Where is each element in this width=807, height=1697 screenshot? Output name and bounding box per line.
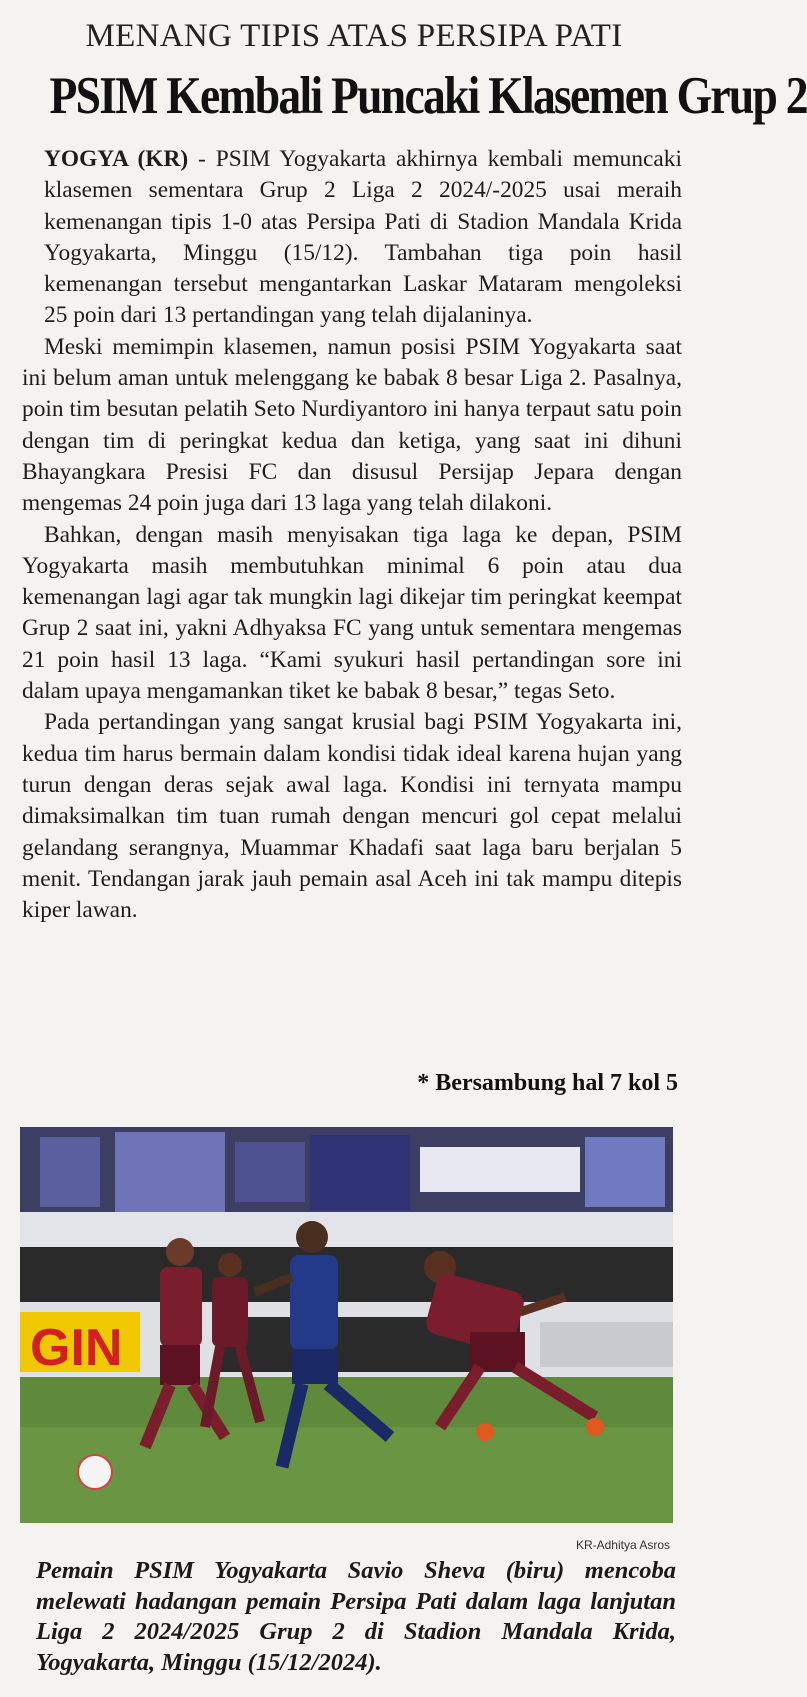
kicker: MENANG TIPIS ATAS PERSIPA PATI: [85, 18, 623, 54]
banner: [310, 1135, 410, 1210]
stand-rail: [20, 1212, 673, 1247]
pitch-stripe: [20, 1427, 673, 1523]
paragraph-3: Bahkan, dengan masih menyisakan tiga laga ke depan, PSIM Yogyakarta masih membutuhkan minimal 6 poin atau dua kemenangan lagi agar tak mungkin lagi dikejar tim peringkat keempat Grup 2 saat ini, yakni Adhyaksa FC yang untuk sementara mengemas 21 poin hasil 13 laga. “Kami syukuri hasil pertandingan sore ini dalam upaya mengamankan tiket ke babak 8 besar,” tegas Seto.: [22, 521, 682, 705]
article-body: [22, 144, 682, 926]
ad-board-grey: [540, 1322, 673, 1367]
match-photo-illustration: [20, 1127, 673, 1523]
paragraph-2: Meski memimpin klasemen, namun posisi PSIM Yogyakarta saat ini belum aman untuk melenggang ke babak 8 besar Liga 2. Pasalnya, poin tim besutan pelatih Seto Nurdiyantoro ini hanya terpaut satu poin dengan tim di peringkat kedua dan ketiga, yang saat ini dihuni Bhayangkara Presisi FC dan disusul Persijap Jepara dengan mengemas 24 poin juga dari 13 laga yang telah dilakoni.: [22, 333, 682, 517]
banner: [40, 1137, 100, 1207]
banner: [115, 1132, 225, 1212]
dateline: YOGYA (KR): [44, 146, 189, 172]
match-photo: [20, 1127, 673, 1523]
banner: [585, 1137, 665, 1207]
paragraph-4: Pada pertandingan yang sangat krusial bagi PSIM Yogyakarta ini, kedua tim harus bermain dalam kondisi tidak ideal karena hujan yang turun dengan deras sejak awal laga. Kondisi ini ternyata mampu dimaksimalkan tim tuan rumah dengan mencuri gol cepat melalui gelandang serangnya, Muammar Khadafi saat laga baru berjalan 5 menit. Tendangan jarak jauh pemain asal Aceh ini tak mampu ditepis kiper lawan.: [22, 709, 682, 924]
ball: [78, 1455, 112, 1489]
photo-caption: Pemain PSIM Yogyakarta Savio Sheva (biru) mencoba melewati hadangan pemain Persipa Pati dalam laga lanjutan Liga 2 2024/2025 Grup 2 di Stadion Mandala Krida, Yogyakarta, Minggu (15/12/2024).: [36, 1557, 676, 1676]
paragraph-1-text: - PSIM Yogyakarta akhirnya kembali memuncaki klasemen sementara Grup 2 Liga 2 2024/-2025 usai meraih kemenangan tipis 1-0 atas Persipa Pati di Stadion Mandala Krida Yogyakarta, Minggu (15/12). Tambahan tiga poin hasil kemenangan tersebut mengantarkan Laskar Mataram mengoleksi 25 poin dari 13 pertandingan yang telah dijalaninya.: [44, 146, 682, 329]
stand-lower: [20, 1247, 673, 1302]
headline: PSIM Kembali Puncaki Klasemen Grup 2: [49, 67, 807, 125]
ad-board-text: GIN: [30, 1319, 123, 1377]
banner: [420, 1147, 580, 1192]
continued-note: * Bersambung hal 7 kol 5: [417, 1070, 678, 1096]
photo-credit: KR-Adhitya Asros: [575, 1538, 670, 1552]
banner: [235, 1142, 305, 1202]
paragraph-1: [22, 144, 682, 332]
